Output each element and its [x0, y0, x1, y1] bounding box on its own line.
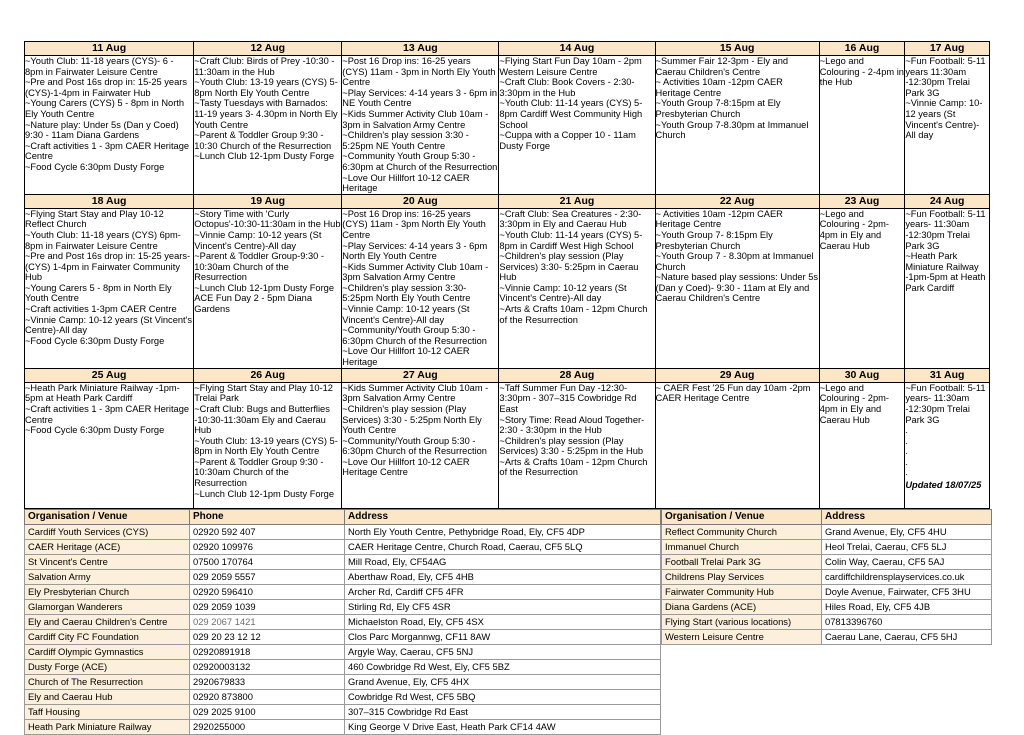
- calendar-event: ~Children's play session (Play Services) 3:30- 5:25pm in Caerau Hub: [499, 251, 639, 283]
- contact-address: Doyle Avenue, Fairwater, CF5 3HU: [822, 585, 992, 600]
- calendar-event: ~Love Our Hillfort 10-12 CAER Heritage Centre: [342, 456, 470, 478]
- calendar-event: ~Vinnie Camp: 10-12 years (St Vincent's Centre)-All day: [342, 304, 470, 325]
- calendar-date-header: 28 Aug: [499, 368, 655, 382]
- calendar-day-cell: [819, 382, 905, 508]
- table-row: [25, 690, 661, 705]
- contact-phone: 029 2059 5557: [190, 570, 345, 585]
- table-row: [25, 675, 661, 690]
- contact-phone: 029 20 23 12 12: [190, 630, 345, 645]
- calendar-date-header: 19 Aug: [194, 194, 342, 208]
- contact-address: North Ely Youth Centre, Pethybridge Road, Ely, CF5 4DP: [345, 525, 661, 540]
- contact-address: Mill Road, Ely, CF54AG: [345, 555, 661, 570]
- calendar-day-cell: [655, 208, 819, 368]
- table-row: [25, 615, 661, 630]
- calendar-event: ~Food Cycle 6:30pm Dusty Forge: [25, 335, 165, 346]
- calendar-day-cell: [194, 208, 342, 368]
- calendar-event: ~Lunch Club 12-1pm Dusty Forge: [194, 151, 335, 162]
- contact-organisation: Immanuel Church: [662, 540, 822, 555]
- contact-address: Cowbridge Rd West, CF5 5BQ: [345, 690, 661, 705]
- calendar-event: ~Lego and Colouring - 2pm-4pm in Ely and Caerau Hub: [819, 208, 889, 251]
- calendar-day-cell: [194, 382, 342, 508]
- contacts-table-right: [661, 509, 992, 645]
- calendar-event: ~Children's play session 3:30 - 5:25pm NE Youth Centre: [342, 130, 469, 151]
- calendar-day-cell: [819, 208, 905, 368]
- calendar-header-row: [25, 194, 990, 208]
- table-row: [662, 555, 992, 570]
- calendar-event: ~Community/Youth Group 5:30 - 6:30pm Church of the Resurrection: [342, 325, 487, 346]
- table-row: [25, 540, 661, 555]
- column-header-address: Address: [345, 510, 661, 525]
- calendar-event: ~Flying Start Fun Day 10am - 2pm Western Leisure Centre: [499, 56, 642, 77]
- contact-address: Grand Avenue, Ely, CF5 4HX: [345, 675, 661, 690]
- calendar-event: ~Nature play: Under 5s (Dan y Coed) 9:30 - 11am Diana Gardens: [25, 119, 179, 141]
- contact-address: Hiles Road, Ely, CF5 4JB: [822, 600, 992, 615]
- calendar-week-row: [25, 56, 990, 195]
- calendar-event: ~Play Services: 4-14 years 3 - 6pm in NE Youth Centre: [342, 87, 498, 109]
- calendar-event: ~Youth Club: 11-14 years (CYS) 5-8pm in Cardiff West High School: [499, 229, 643, 251]
- calendar-date-header: 14 Aug: [499, 42, 655, 56]
- contact-address: Grand Avenue, Ely, CF5 4HU: [822, 525, 992, 540]
- contact-organisation: Ely and Caerau Children's Centre: [25, 615, 190, 630]
- table-row: [662, 570, 992, 585]
- calendar-event: ~Taff Summer Fun Day -12:30-3:30pm - 307–315 Cowbridge Rd East: [499, 382, 637, 414]
- calendar-day-cell: [499, 56, 655, 195]
- calendar-event: ~Fun Football: 5-11 years 11:30am -12:30pm Trelai Park 3G: [905, 56, 986, 98]
- calendar-date-header: 12 Aug: [194, 42, 342, 56]
- contact-phone: 02920003132: [190, 660, 345, 675]
- calendar-event: ~Youth Group 7-8:15pm at Ely Presbyterian Church: [655, 98, 781, 119]
- calendar-event: ~Pre and Post 16s drop in: 15-25 years-(CYS) 1-4pm in Fairwater Community Hub: [25, 251, 191, 283]
- calendar-date-header: 16 Aug: [819, 42, 905, 56]
- calendar-date-header: 27 Aug: [342, 368, 499, 382]
- calendar-day-cell: [342, 382, 499, 508]
- calendar-event: ~Craft Club: Bugs and Butterflies -10:30-11:30am Ely and Caerau Hub: [194, 403, 330, 436]
- contact-address: Argyle Way, Caerau, CF5 5NJ: [345, 645, 661, 660]
- calendar-header-row: [25, 368, 990, 382]
- contact-phone: 02920 109976: [190, 540, 345, 555]
- table-row: [662, 525, 992, 540]
- calendar-event: ~Arts & Crafts 10am - 12pm Church of the Resurrection: [499, 304, 648, 325]
- calendar-event: ~Lunch Club 12-1pm Dusty Forge: [194, 488, 335, 499]
- calendar-event: ~Parent & Toddler Group-9:30 - 10:30am Church of the Resurrection: [194, 251, 325, 283]
- calendar-event: ~ CAER Fest '25 Fun day 10am -2pm CAER Heritage Centre: [655, 382, 811, 404]
- calendar-event: ~Craft activities 1 - 3pm CAER Heritage Centre: [25, 140, 190, 162]
- filler-dot: .: [905, 425, 908, 436]
- contact-organisation: Cardiff Olympic Gymnastics: [25, 645, 190, 660]
- contact-organisation: Football Trelai Park 3G: [662, 555, 822, 570]
- calendar-day-cell: [655, 56, 819, 195]
- calendar-event: ~Fun Football: 5-11 years- 11:30am -12:30pm Trelai Park 3G: [905, 208, 986, 251]
- calendar-event: ~Post 16 Drop ins: 16-25 years (CYS) 11am - 3pm North Ely Youth Centre: [342, 208, 486, 240]
- calendar-event: ~Food Cycle 6:30pm Dusty Forge: [25, 161, 165, 172]
- calendar-event: ~Play Services: 4-14 years 3 - 6pm North Ely Youth Centre: [342, 240, 488, 262]
- calendar-date-header: 24 Aug: [905, 194, 990, 208]
- table-row: [662, 615, 992, 630]
- contact-address: Caerau Lane, Caerau, CF5 5HJ: [822, 630, 992, 645]
- calendar-day-cell: [905, 382, 990, 508]
- table-row: [662, 630, 992, 645]
- table-header-row: [662, 510, 992, 525]
- table-row: [25, 720, 661, 735]
- calendar-date-header: 25 Aug: [25, 368, 194, 382]
- contact-address: 07813396760: [822, 615, 992, 630]
- contact-address: Michaelston Road, Ely, CF5 4SX: [345, 615, 661, 630]
- table-row: [25, 600, 661, 615]
- calendar-event: ~Flying Start Stay and Play 10-12 Trelai Park: [194, 382, 333, 404]
- contact-organisation: St Vincent's Centre: [25, 555, 190, 570]
- calendar-event: ~Youth Group 7- 8:15pm Ely Presbyterian Church: [655, 229, 773, 251]
- calendar-event: ~Craft Club: Sea Creatures - 2:30-3:30pm in Ely and Caerau Hub: [499, 208, 642, 230]
- calendar-event: ~Vinnie Camp: 10-12 years (St Vincent's Centre)-All day: [905, 98, 983, 141]
- contact-phone: 02920 873800: [190, 690, 345, 705]
- calendar-date-header: 21 Aug: [499, 194, 655, 208]
- contact-phone: 2920679833: [190, 675, 345, 690]
- contact-address: 307–315 Cowbridge Rd East: [345, 705, 661, 720]
- calendar-date-header: 23 Aug: [819, 194, 905, 208]
- calendar-header-row: [25, 42, 990, 56]
- filler-dot: .: [905, 435, 908, 446]
- calendar-event: ~Story Time with 'Curly Octopus'-10:30-11:30am in the Hub: [194, 208, 341, 230]
- calendar-event: ~Vinnie Camp: 10-12 years (St Vincent's Centre)-All day: [499, 282, 627, 304]
- calendar-event: ~Love Our Hillfort 10-12 CAER Heritage: [342, 172, 470, 194]
- calendar-date-header: 29 Aug: [655, 368, 819, 382]
- contact-organisation: Heath Park Miniature Railway: [25, 720, 190, 735]
- calendar-event: ~Lego and Colouring - 2-4pm in the Hub: [819, 56, 904, 88]
- calendar-event: ~Youth Club: 11-14 years (CYS) 5-8pm Cardiff West Community High School: [499, 98, 643, 130]
- contact-organisation: Cardiff Youth Services (CYS): [25, 525, 190, 540]
- calendar-date-header: 31 Aug: [905, 368, 990, 382]
- calendar-event: ~Children's play session 3:30- 5:25pm North Ely Youth Centre: [342, 282, 471, 304]
- contact-organisation: Dusty Forge (ACE): [25, 660, 190, 675]
- calendar-event: ~ Activities 10am -12pm CAER Heritage Centre: [655, 208, 783, 230]
- contact-address: Colin Way, Caerau, CF5 5AJ: [822, 555, 992, 570]
- column-header-address: Address: [822, 510, 992, 525]
- calendar-event: ~Arts & Crafts 10am - 12pm Church of the Resurrection: [499, 456, 648, 478]
- contact-address: CAER Heritage Centre, Church Road, Caerau, CF5 5LQ: [345, 540, 661, 555]
- calendar-event: ~Food Cycle 6:30pm Dusty Forge: [25, 425, 165, 436]
- filler-dot: .: [905, 446, 908, 457]
- table-row: [662, 585, 992, 600]
- calendar-date-header: 17 Aug: [905, 42, 990, 56]
- contact-phone: 07500 170764: [190, 555, 345, 570]
- calendar-day-cell: [655, 382, 819, 508]
- calendar-event: ~Craft activities 1 - 3pm CAER Heritage Centre: [25, 403, 190, 425]
- calendar-event: ~Nature based play sessions: Under 5s (Dan y Coed)- 9:30 - 11am at Ely and Caerau Children's Centre: [655, 272, 819, 304]
- calendar-event: ACE Fun Day 2 - 5pm Diana Gardens: [194, 293, 313, 315]
- calendar-event: ~Community/Youth Group 5:30 - 6:30pm Church of the Resurrection: [342, 435, 487, 457]
- table-row: [25, 705, 661, 720]
- calendar-day-cell: [25, 382, 194, 508]
- calendar-event: ~Youth Club: 13-19 years (CYS) 5-8pm in North Ely Youth Centre: [194, 435, 338, 457]
- calendar-date-header: 20 Aug: [342, 194, 499, 208]
- calendar-event: ~Fun Football: 5-11 years- 11:30am -12:30pm Trelai Park 3G: [905, 382, 986, 425]
- calendar-date-header: 22 Aug: [655, 194, 819, 208]
- contact-organisation: Salvation Army: [25, 570, 190, 585]
- contact-organisation: Diana Gardens (ACE): [662, 600, 822, 615]
- calendar-event: ~Vinnie Camp: 10-12 years (St Vincent's Centre)-All day: [25, 314, 193, 336]
- column-header-phone: Phone: [190, 510, 345, 525]
- calendar-event: ~Lunch Club 12-1pm Dusty Forge: [194, 282, 335, 293]
- calendar-event: ~Parent & Toddler Group 9:30 - 10:30am Church of the Resurrection: [194, 456, 324, 489]
- calendar-day-cell: [499, 382, 655, 508]
- calendar-date-header: 13 Aug: [342, 42, 499, 56]
- calendar-event: ~Vinnie Camp: 10-12 years (St Vincent's Centre)-All day: [194, 229, 322, 251]
- calendar-event: ~Post 16 Drop ins: 16-25 years (CYS) 11am - 3pm in North Ely Youth Centre: [342, 56, 496, 88]
- calendar-event: ~Summer Fair 12-3pm - Ely and Caerau Children's Centre: [655, 56, 789, 77]
- calendar-event: ~Pre and Post 16s drop in: 15-25 years (CYS)-1-4pm in Fairwater Hub: [25, 77, 188, 98]
- calendar-event: ~Children's play session (Play Services) 3:30 - 5:25pm in the Hub: [499, 435, 644, 457]
- contact-organisation: Glamorgan Wanderers: [25, 600, 190, 615]
- contact-organisation: Taff Housing: [25, 705, 190, 720]
- contacts-table-left: [24, 509, 661, 735]
- calendar-day-cell: [25, 56, 194, 195]
- filler-dot: .: [905, 456, 908, 467]
- calendar-day-cell: [194, 56, 342, 195]
- contact-phone: 029 2059 1039: [190, 600, 345, 615]
- calendar-event: ~Kids Summer Activity Club 10am - 3pm in Salvation Army Centre: [342, 108, 489, 130]
- contact-organisation: Fairwater Community Hub: [662, 585, 822, 600]
- contact-organisation: Western Leisure Centre: [662, 630, 822, 645]
- table-row: [662, 540, 992, 555]
- calendar-event: ~Children's play session (Play Services) 3:30 - 5:25pm North Ely Youth Centre: [342, 403, 482, 436]
- calendar-event: ~Cuppa with a Copper 10 - 11am Dusty Forge: [499, 130, 636, 151]
- calendar-day-cell: [342, 56, 499, 195]
- contact-organisation: Church of The Resurrection: [25, 675, 190, 690]
- column-header-organisation: Organisation / Venue: [25, 510, 190, 525]
- calendar-day-cell: [499, 208, 655, 368]
- contact-address: Aberthaw Road, Ely, CF5 4HB: [345, 570, 661, 585]
- calendar-event: ~Craft Club: Book Covers - 2:30-3:30pm in the Hub: [499, 77, 635, 98]
- contact-organisation: Flying Start (various locations): [662, 615, 822, 630]
- calendar-day-cell: [342, 208, 499, 368]
- table-row: [25, 660, 661, 675]
- column-header-organisation: Organisation / Venue: [662, 510, 822, 525]
- contact-address: cardiffchildrensplayservices.co.uk: [822, 570, 992, 585]
- calendar-date-header: 30 Aug: [819, 368, 905, 382]
- contact-organisation: Reflect Community Church: [662, 525, 822, 540]
- contact-address: Archer Rd, Cardiff CF5 4FR: [345, 585, 661, 600]
- august-activities-calendar: [24, 41, 990, 509]
- calendar-event: ~Youth Group 7 - 8.30pm at Immanuel Church: [655, 251, 814, 272]
- calendar-date-header: 11 Aug: [25, 42, 194, 56]
- calendar-event: ~Kids Summer Activity Club 10am - 3pm Salvation Army Centre: [342, 382, 489, 404]
- calendar-date-header: 26 Aug: [194, 368, 342, 382]
- calendar-day-cell: [819, 56, 905, 195]
- calendar-event: ~Love Our Hillfort 10-12 CAER Heritage: [342, 346, 470, 368]
- contact-organisation: Childrens Play Services: [662, 570, 822, 585]
- calendar-event: ~Youth Club: 11-18 years (CYS) 6pm-8pm in Fairwater Leisure Centre: [25, 229, 181, 251]
- contact-address: Clos Parc Morgannwg, CF11 8AW: [345, 630, 661, 645]
- calendar-event: ~Craft activities 1-3pm CAER Centre: [25, 304, 177, 315]
- calendar-event: ~Tasty Tuesdays with Barnados: 11-19 years 3- 4.30pm in North Ely Youth Centre: [194, 98, 338, 130]
- calendar-event: ~Heath Park Miniature Railway -1pm-5pm at Heath Park Cardiff: [905, 251, 986, 293]
- table-row: [25, 630, 661, 645]
- calendar-day-cell: [905, 208, 990, 368]
- table-row: [25, 585, 661, 600]
- updated-stamp: Updated 18/07/25: [905, 480, 982, 491]
- calendar-event: ~Parent & Toddler Group 9:30 - 10:30 Church of the Resurrection: [194, 130, 332, 151]
- contact-phone: 029 2067 1421: [190, 615, 345, 630]
- calendar-event: ~ Activities 10am -12pm CAER Heritage Centre: [655, 77, 783, 98]
- contact-phone: 02920891918: [190, 645, 345, 660]
- table-row: [25, 555, 661, 570]
- table-row: [25, 645, 661, 660]
- contact-phone: 02920 596410: [190, 585, 345, 600]
- contact-phone: 02920 592 407: [190, 525, 345, 540]
- calendar-event: ~Community Youth Group 5:30 - 6:30pm at Church of the Resurrection: [342, 151, 498, 172]
- contact-address: 460 Cowbridge Rd West, Ely, CF5 5BZ: [345, 660, 661, 675]
- calendar-day-cell: [905, 56, 990, 195]
- calendar-event: ~Flying Start Stay and Play 10-12 Reflect Church: [25, 208, 164, 230]
- table-row: [662, 600, 992, 615]
- table-row: [25, 570, 661, 585]
- contact-organisation: Cardiff City FC Foundation: [25, 630, 190, 645]
- calendar-event: ~Craft Club: Birds of Prey -10:30 - 11:30am in the Hub: [194, 56, 335, 77]
- table-header-row: [25, 510, 661, 525]
- contact-address: Stirling Rd, Ely CF5 4SR: [345, 600, 661, 615]
- contact-phone: 029 2025 9100: [190, 705, 345, 720]
- filler-dot: .: [905, 467, 908, 478]
- calendar-event: ~Kids Summer Activity Club 10am - 3pm Salvation Army Centre: [342, 261, 489, 283]
- contact-organisation: Ely and Caerau Hub: [25, 690, 190, 705]
- calendar-week-row: [25, 208, 990, 368]
- contact-address: Heol Trelai, Caerau, CF5 5LJ: [822, 540, 992, 555]
- calendar-date-header: 18 Aug: [25, 194, 194, 208]
- calendar-event: ~Youth Group 7-8.30pm at Immanuel Church: [655, 119, 809, 141]
- table-row: [25, 525, 661, 540]
- calendar-event: ~Young Carers (CYS) 5 - 8pm in North Ely Youth Centre: [25, 98, 185, 119]
- calendar-event: ~Youth Club: 13-19 years (CYS) 5-8pm North Ely Youth Centre: [194, 77, 338, 98]
- calendar-date-header: 15 Aug: [655, 42, 819, 56]
- calendar-day-cell: [25, 208, 194, 368]
- calendar-week-row: [25, 382, 990, 508]
- contact-organisation: Ely Presbyterian Church: [25, 585, 190, 600]
- contacts-section: [24, 509, 990, 735]
- calendar-event: ~Story Time: Read Aloud Together- 2:30 - 3:30pm in the Hub: [499, 414, 645, 436]
- calendar-event: ~Youth Club: 11-18 years (CYS)- 6 - 8pm in Fairwater Leisure Centre: [25, 56, 174, 77]
- calendar-event: ~Young Carers 5 - 8pm in North Ely Youth Centre: [25, 282, 172, 304]
- contact-organisation: CAER Heritage (ACE): [25, 540, 190, 555]
- calendar-event: ~Lego and Colouring - 2pm-4pm in Ely and Caerau Hub: [819, 382, 889, 425]
- contact-phone: 2920255000: [190, 720, 345, 735]
- contact-address: King George V Drive East, Heath Park CF14 4AW: [345, 720, 661, 735]
- calendar-event: ~Heath Park Miniature Railway -1pm-5pm at Heath Park Cardiff: [25, 382, 180, 404]
